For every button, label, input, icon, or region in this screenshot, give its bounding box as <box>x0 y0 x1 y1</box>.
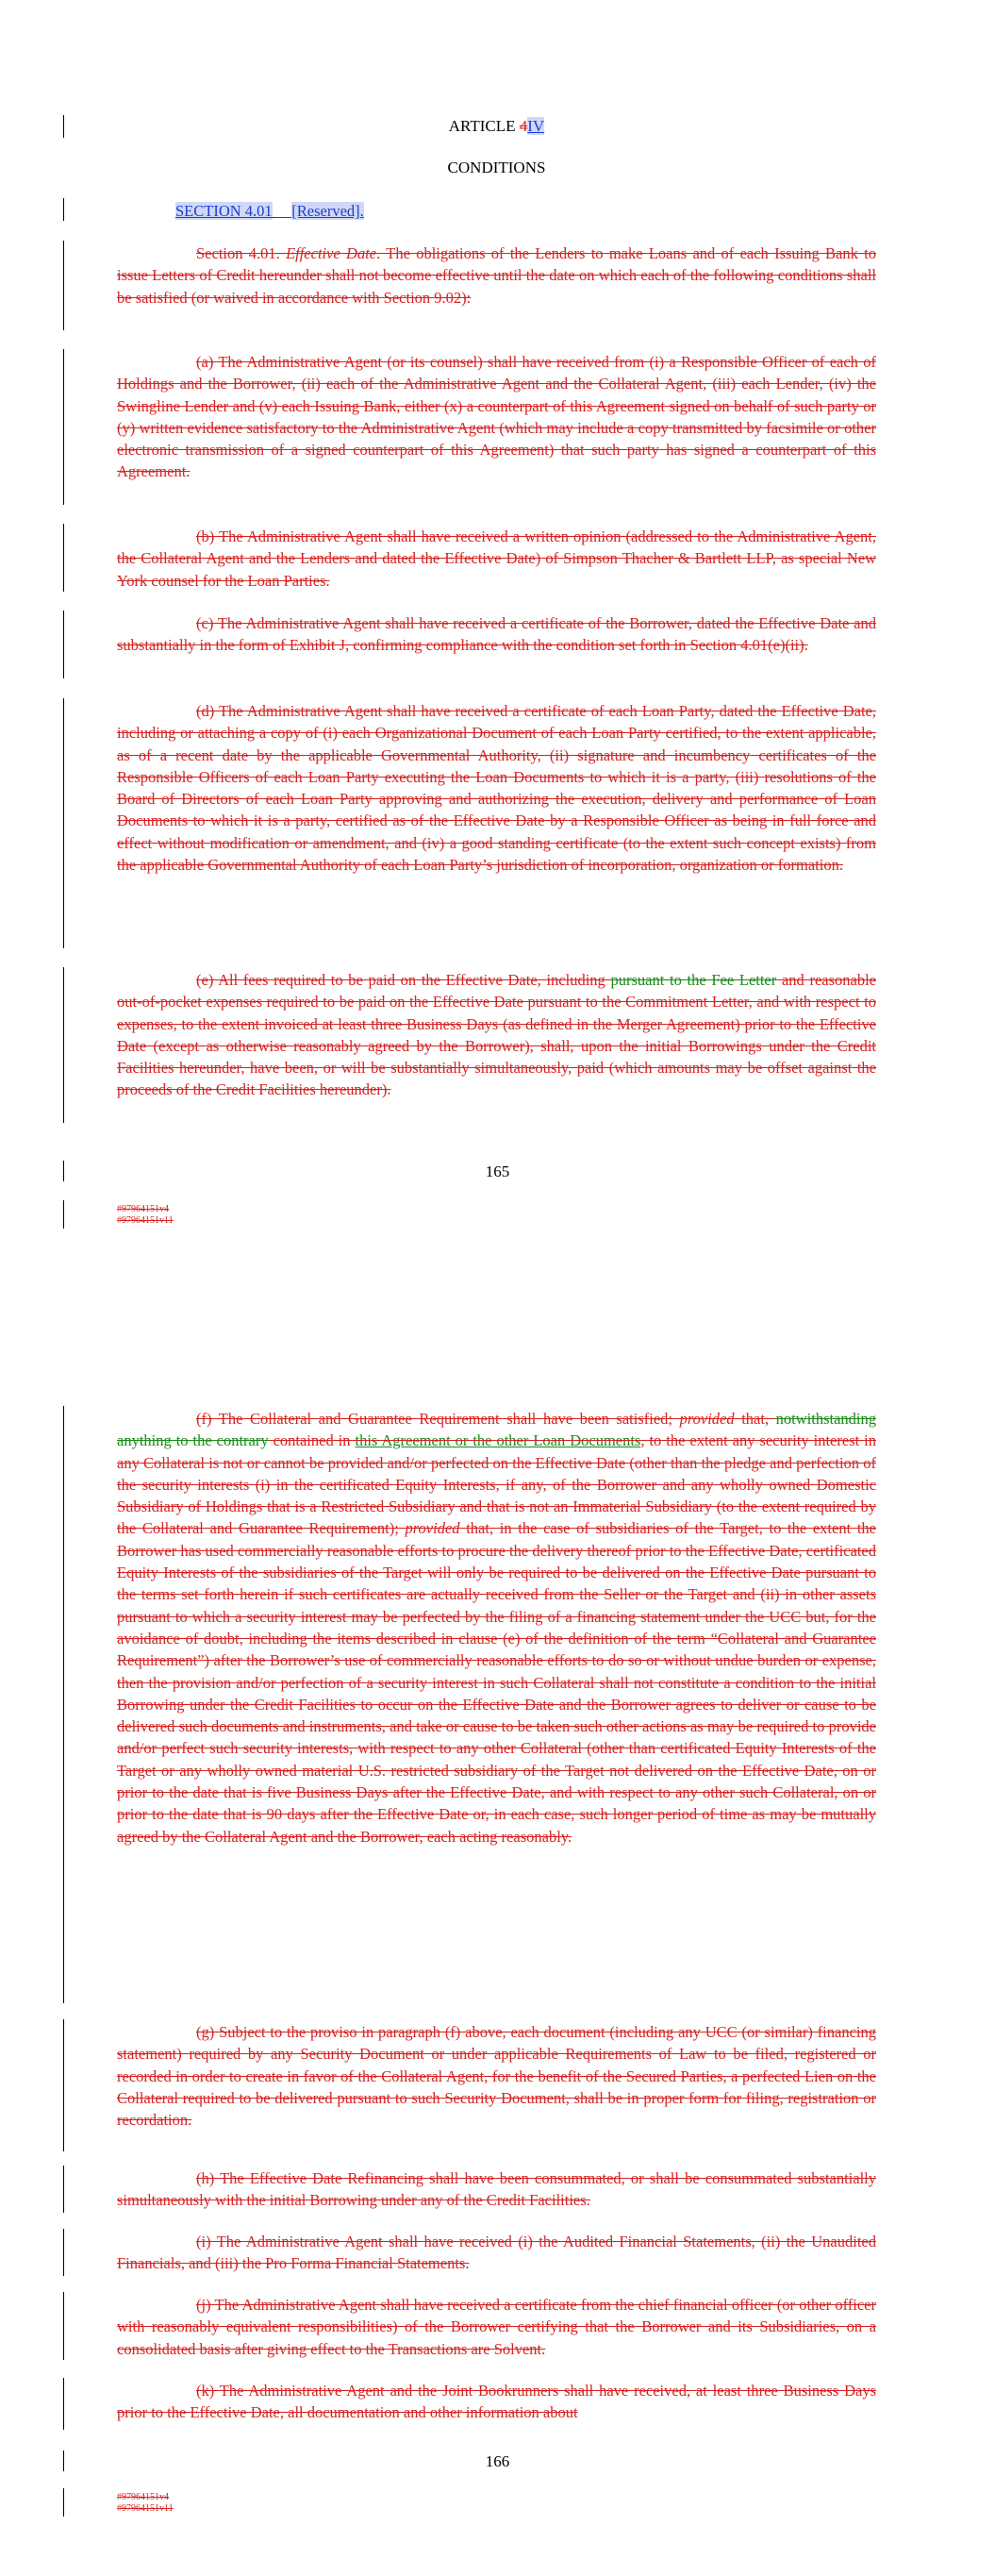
doc-id-new: #97964151v11 <box>117 1215 174 1226</box>
clause-d: (d) The Administrative Agent shall have received a certificate of each Loan Party, dated the Effective Date, including or attaching a copy of (i) each Organizational Document of each Loan Party certified, to the extent applicable, as of a recent date by the applicable Governmental Authority, (ii) signature and incumbency certificates of the Responsible Officers of each Loan Party executing the Loan Documents to which it is a party, (iii) resolutions of the Board of Directors of each Loan Party approving and authorizing the execution, delivery and performance of Loan Documents to which it is a party, certified as of the Effective Date by a Responsible Officer as being in full force and effect without modification or amendment, and (iv) a good standing certificate (to the extent such concept exists) from the applicable Governmental Authority of each Loan Party’s jurisdiction of incorporation, organization or formation. <box>117 702 876 875</box>
page-number: 166 <box>485 2452 510 2470</box>
doc-id-old: #97964151v4 <box>117 1204 169 1214</box>
change-bar <box>63 698 64 948</box>
change-bar <box>63 2488 64 2517</box>
article-heading: ARTICLE 4IV <box>448 117 545 135</box>
change-bar <box>63 2229 64 2276</box>
change-bar <box>63 611 64 678</box>
change-bar <box>63 198 64 221</box>
change-bar <box>63 2292 64 2360</box>
clause-j: (j) The Administrative Agent shall have received a certificate from the chief financial officer (or other officer with reasonably equivalent responsibilities) of the Borrower certifying that the Borrower and its Subsidiaries, on a consolidated basis after giving effect to the Transactions are Solvent. <box>117 2296 876 2358</box>
clause-h: (h) The Effective Date Refinancing shall have been consummated, or shall be consummated substantially simultaneously with the initial Borrowing under any of the Credit Facilities. <box>117 2169 876 2210</box>
section-401-reserved: SECTION 4.01 [Reserved]. <box>175 202 364 220</box>
change-bar <box>63 2019 64 2151</box>
change-bar <box>63 1200 64 1229</box>
change-bar <box>63 349 64 505</box>
clause-k: (k) The Administrative Agent and the Joint Bookrunners shall have received, at least three Business Days prior to the Effective Date, all documentation and other information about <box>117 2382 876 2422</box>
page-166 <box>0 1288 995 2576</box>
conditions-heading: CONDITIONS <box>447 159 546 176</box>
change-bar <box>63 115 64 138</box>
change-bar <box>63 241 64 330</box>
clause-c: (c) The Administrative Agent shall have received a certificate of the Borrower, dated the Effective Date and substantially in the form of Exhibit J, confirming compliance with the condition set forth in Section 4.01(e)(ii). <box>117 614 876 655</box>
clause-e: (e) All fees required to be paid on the Effective Date, including pursuant to the Fee Letter and reasonable out-of-pocket expenses required to be paid on the Effective Date pursuant to the Commitment Letter, and with respect to expenses, to the extent invoiced at least three Business Days (as defined in the Merger Agreement) prior to the Effective Date (except as otherwise reasonably agreed by the Borrower), shall, upon the initial Borrowings under the Credit Facilities hereunder, have been, or will be substantially simultaneously, paid (which amounts may be offset against the proceeds of the Credit Facilities hereunder). <box>117 971 877 1099</box>
clause-f: (f) The Collateral and Guarantee Requirement shall have been satisfied; provided that, notwithstanding anything to the contrary contained in this Agreement or the other Loan Documents, to the extent any security interest in any Collateral is not or cannot be provided and/or perfected on the Effective Date (other than the pledge and perfection of the security interests (i) in the certificated Equity Interests, if any, of the Borrower and any wholly owned Domestic Subsidiary of Holdings that is a Restricted Subsidiary and that is not an Immaterial Subsidiary (to the extent required by the Collateral and Guarantee Requirement); provided that, in the case of subsidiaries of the Target, to the extent the Borrower has used commercially reasonable efforts to procure the delivery thereof prior to the Effective Date, certificated Equity Interests of the subsidiaries of the Target will only be required to be delivered on the Effective Date pursuant to the terms set forth herein if such certificates are actually received from the Seller or the Target and (ii) in other assets pursuant to which a security interest may be perfected by the filing of a financing statement under the UCC but, for the avoidance of doubt, including the items described in clause (e) of the definition of the term “Collateral and Guarantee Requirement”) after the Borrower’s use of commercially reasonable efforts to do so or without undue burden or expense, then the provision and/or perfection of a security interest in such Collateral shall not constitute a condition to the initial Borrowing under the Credit Facilities to occur on the Effective Date and the Borrower agrees to deliver or cause to be delivered such documents and instruments, and take or cause to be taken such other actions as may be required to provide and/or perfect such security interests, with respect to any other Collateral (other than certificated Equity Interests of the Target or any wholly owned material U.S. restricted subsidiary of the Target not delivered on the Effective Date, on or prior to the date that is five Business Days after the Effective Date, and with respect to any other such Collateral, on or prior to the date that is 90 days after the Effective Date or, in each case, such longer period of time as may be mutually agreed by the Collateral Agent and the Borrower, each acting reasonably. <box>117 1410 876 1846</box>
clause-g: (g) Subject to the proviso in paragraph (f) above, each document (including any UCC (or similar) financing statement) required by any Security Document or under applicable Requirements of Law to be filed, registered or recorded in order to create in favor of the Collateral Agent, for the benefit of the Secured Parties, a perfected Lien on the Collateral required to be delivered pursuant to such Security Document, shall be in proper form for filing, registration or recordation. <box>117 2023 876 2130</box>
section-401-effective-date: Section 4.01. Effective Date. The obligations of the Lenders to make Loans and of each Issuing Bank to issue Letters of Credit hereunder shall not become effective until the date on which each of the following conditions shall be satisfied (or waived in accordance with Section 9.02): <box>117 244 876 307</box>
clause-b: (b) The Administrative Agent shall have received a written opinion (addressed to the Administrative Agent, the Collateral Agent and the Lenders and dated the Effective Date) of Simpson Thacher & Bartlett LLP, as special New York counsel for the Loan Parties. <box>117 527 876 590</box>
doc-id-old: #97964151v4 <box>117 2492 169 2502</box>
change-bar <box>63 2166 64 2213</box>
doc-id-new: #97964151v11 <box>117 2503 174 2514</box>
page-number: 165 <box>485 1163 510 1180</box>
change-bar <box>63 524 64 592</box>
change-bar <box>63 1406 64 2003</box>
change-bar <box>63 967 64 1123</box>
clause-a: (a) The Administrative Agent (or its counsel) shall have received from (i) a Responsible Officer of each of Holdings and the Borrower, (ii) each of the Administrative Agent and the Collateral Agent, (iii) each Lender, (iv) the Swingline Lender and (v) each Issuing Bank, either (x) a counterpart of this Agreement signed on behalf of such party or (y) written evidence satisfactory to the Administrative Agent (which may include a copy transmitted by facsimile or other electronic transmission of a signed counterpart of this Agreement) that such party has signed a counterpart of this Agreement. <box>117 353 876 481</box>
clause-i: (i) The Administrative Agent shall have received (i) the Audited Financial Statements, (ii) the Unaudited Financials, and (iii) the Pro Forma Financial Statements. <box>117 2233 876 2273</box>
change-bar <box>63 2378 64 2430</box>
